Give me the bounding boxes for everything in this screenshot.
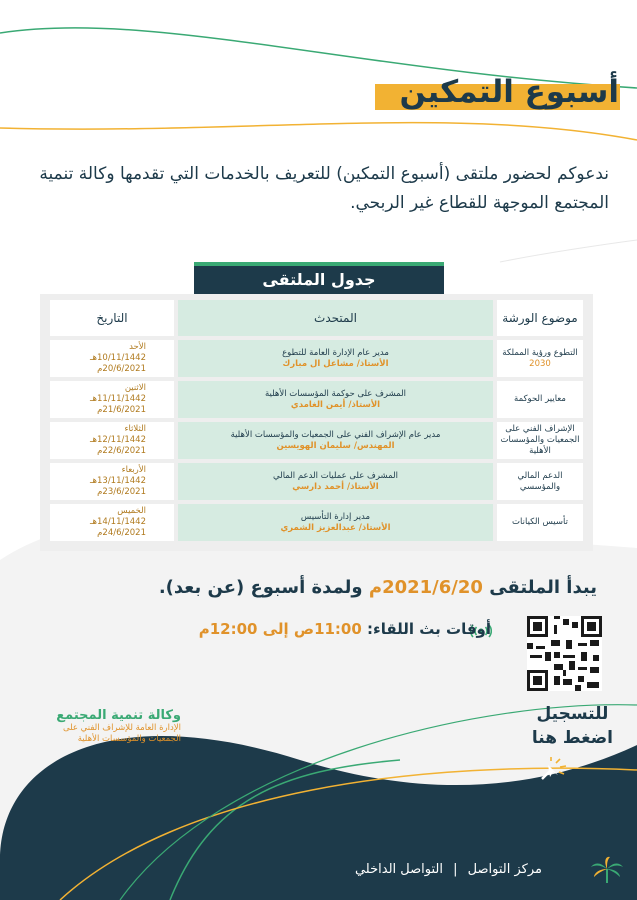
footer [355,862,542,877]
times-value: 11:00ص إلى 12:00م [198,620,362,638]
table-row [50,504,583,541]
date-day: الثلاثاء [124,424,146,434]
speaker-name: الأستاذ/ عبدالعزيز الشمري [280,522,391,533]
footer-separator: | [453,862,458,877]
speaker-name: الأستاذ/ مشاعل ال مبارك [282,358,389,369]
cell-topic: الإشراف الفني على الجمعيات والمؤسسات الأهلية [497,422,583,459]
date-hijri: 14/11/1442هـ [90,517,146,527]
date-hijri: 12/11/1442هـ [90,435,146,445]
table-row [50,463,583,500]
qr-code-icon[interactable] [527,616,602,691]
register-cta[interactable] [532,702,613,750]
schedule-table-panel [40,294,593,551]
start-suffix: ولمدة أسبوع (عن بعد). [158,577,363,598]
cell-topic: التطوع ورؤية المملكة 2030 [497,340,583,377]
cell-date [50,422,174,459]
times-label: أوقات بث اللقاء: [367,620,491,638]
page-title: أسبوع التمكين [399,74,619,110]
cell-speaker [178,340,493,377]
palm-logo-icon [590,855,624,885]
speaker-role: مدير عام الإشراف الفني على الجمعيات والمؤسسات الأهلية [230,429,441,440]
cell-date [50,463,174,500]
cell-topic: الدعم المالي والمؤسسي [497,463,583,500]
cell-speaker [178,422,493,459]
cell-date [50,340,174,377]
speaker-name: الأستاذ/ أحمد دارسي [292,481,379,492]
click-cursor-icon [538,757,568,783]
start-date: 2021/6/20م [368,577,483,598]
register-line2: اضغط هنا [531,728,613,748]
broadcast-times [199,620,491,638]
cell-speaker [178,463,493,500]
agency-block [56,708,181,745]
table-header-row [50,300,583,336]
date-hijri: 13/11/1442هـ [90,476,146,486]
table-row [50,340,583,377]
header-speaker: المتحدث [178,300,493,336]
footer-contact-center[interactable]: مركز التواصل [467,862,542,877]
cell-topic: معايير الحوكمة [497,381,583,418]
date-hijri: 10/11/1442هـ [90,353,146,363]
register-line1: للتسجيل [536,704,609,724]
speaker-role: المشرف على عمليات الدعم المالي [273,470,398,481]
start-prefix: يبدأ الملتقى [489,577,597,598]
schedule-title: جدول الملتقى [194,266,444,294]
cell-topic: تأسيس الكيانات [497,504,583,541]
schedule-table [46,296,587,545]
speaker-role: مدير إدارة التأسيس [300,511,371,522]
header-date: التاريخ [50,300,174,336]
cell-date [50,381,174,418]
agency-name: وكالة تنمية المجتمع [56,708,181,723]
intro-text: ندعوكم لحضور ملتقى (أسبوع التمكين) للتعريف بالخدمات التي تقدمها وكالة تنمية المجتمع الموجهة للقطاع غير الربحي. [39,164,609,213]
speaker-role: المشرف على حوكمة المؤسسات الأهلية [264,388,407,399]
table-row [50,422,583,459]
agency-sub-2: الجمعيات والمؤسسات الأهلية [77,734,181,744]
date-hijri: 11/11/1442هـ [90,394,146,404]
cell-speaker [178,504,493,541]
topic-year: 2030 [529,358,551,369]
table-row [50,381,583,418]
speaker-name: الأستاذ/ أيمن الغامدي [290,399,381,410]
cell-speaker [178,381,493,418]
start-announcement [159,577,597,598]
date-gregorian: 24/6/2021م [97,528,146,538]
date-gregorian: 22/6/2021م [97,446,146,456]
date-gregorian: 21/6/2021م [97,405,146,415]
cell-date [50,504,174,541]
date-gregorian: 20/6/2021م [97,364,146,374]
header-topic: موضوع الورشة [497,300,583,336]
footer-internal-comm[interactable]: التواصل الداخلي [354,862,443,877]
speaker-role: مدير عام الإدارة العامة للتطوع [282,347,389,358]
agency-sub-1: الإدارة العامة للإشراف الفني على [63,723,181,733]
speaker-name: المهندس/ سليمان الهويسين [276,440,395,451]
date-gregorian: 23/6/2021م [97,487,146,497]
date-day: الأربعاء [121,465,146,475]
date-day: الاثنين [124,383,146,393]
date-day: الخميس [117,506,146,516]
date-day: الأحد [129,342,146,352]
